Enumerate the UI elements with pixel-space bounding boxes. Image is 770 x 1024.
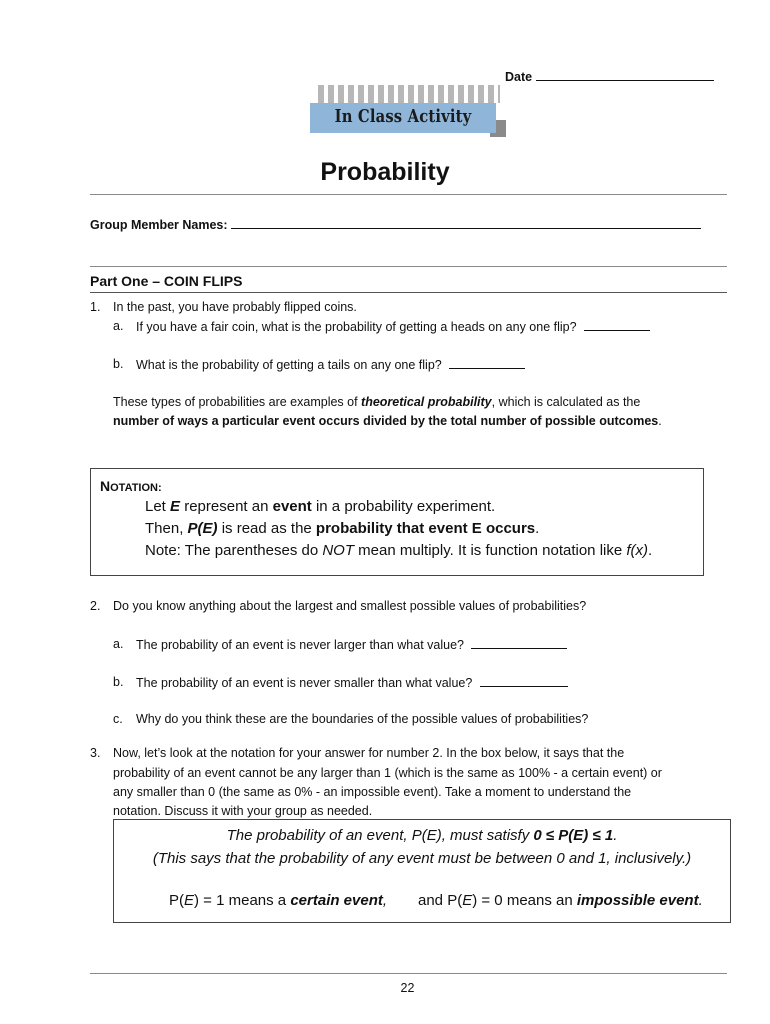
q1b-letter: b. <box>113 357 124 371</box>
section-divider-top <box>90 266 727 267</box>
rule-line-3b <box>418 890 703 911</box>
r-text: and P( <box>418 892 463 909</box>
q3-line-3: any smaller than 0 (the same as 0% - an impossible event). Take a moment to understand the <box>113 785 632 799</box>
q1b-answer-blank[interactable] <box>449 356 525 369</box>
title-divider <box>90 194 727 195</box>
definition-text: number of ways a particular event occurs divided by the total number of possible outcomes <box>113 414 659 428</box>
n-text: is read as the <box>217 520 316 537</box>
footer-divider <box>90 973 727 974</box>
r-text: ) = 0 means an <box>472 892 577 909</box>
q2c-text: Why do you think these are the boundaries of the possible values of probabilities? <box>136 712 589 726</box>
r-text: , <box>382 892 388 909</box>
n-text: Note: The parentheses do <box>145 542 323 559</box>
n-text: represent an <box>180 498 273 515</box>
notation-line-1 <box>145 496 495 517</box>
impossible-event-term: impossible event <box>576 892 699 909</box>
para-text: These types of probabilities are examples of <box>113 395 362 409</box>
n-not: NOT <box>322 542 355 559</box>
notation-label-rest: OTATION: <box>110 482 162 494</box>
group-member-blank[interactable] <box>231 216 701 229</box>
q1-number: 1. <box>90 300 101 314</box>
q2b-letter: b. <box>113 675 124 689</box>
r-inequality: 0 ≤ P(E) ≤ 1 <box>533 827 614 844</box>
n-text: Then, <box>145 520 188 537</box>
n-fx: f(x) <box>626 542 649 559</box>
rule-line-2: (This says that the probability of any event must be between 0 and 1, inclusively.) <box>152 850 692 867</box>
r-text: P( <box>169 892 184 909</box>
date-label: Date <box>505 70 533 84</box>
page-title: Probability <box>320 158 450 186</box>
group-member-field <box>90 216 701 233</box>
theoretical-paragraph-line-1 <box>113 394 640 410</box>
in-class-activity-banner <box>310 85 508 140</box>
q2b-answer-blank[interactable] <box>480 674 568 687</box>
q2a-item <box>136 636 567 653</box>
q2b-text: The probability of an event is never smaller than what value? <box>136 676 473 690</box>
r-text: ) = 1 means a <box>194 892 291 909</box>
part-one-heading: Part One – COIN FLIPS <box>90 273 243 289</box>
banner-plate <box>310 103 496 133</box>
theoretical-probability-term: theoretical probability <box>361 395 492 409</box>
rule-line-1 <box>114 825 730 846</box>
date-field <box>505 68 714 85</box>
q2a-text: The probability of an event is never larger than what value? <box>136 638 464 652</box>
q2-number: 2. <box>90 599 101 613</box>
group-member-label: Group Member Names: <box>90 218 228 232</box>
q1a-answer-blank[interactable] <box>584 318 650 331</box>
q2a-letter: a. <box>113 637 124 651</box>
para-end: . <box>658 414 662 428</box>
q1a-letter: a. <box>113 319 124 333</box>
page-number: 22 <box>400 981 415 995</box>
r-E: E <box>184 892 195 909</box>
q3-line-1: Now, let’s look at the notation for your answer for number 2. In the box below, it says that the <box>113 746 625 760</box>
banner-text: In Class Activity <box>334 106 472 127</box>
r-text: . <box>613 827 618 844</box>
n-text: in a probability experiment. <box>311 498 496 515</box>
q1b-item <box>136 356 525 373</box>
notation-label <box>100 478 162 496</box>
certain-event-term: certain event <box>290 892 383 909</box>
n-PE: P(E) <box>187 520 218 537</box>
q1a-item <box>136 318 650 335</box>
section-divider-bottom <box>90 292 727 293</box>
para-text: , which is calculated as the <box>491 395 641 409</box>
notation-line-3 <box>145 540 652 561</box>
banner-stripes <box>318 85 500 103</box>
q3-number: 3. <box>90 746 101 760</box>
notation-label-initial: N <box>100 478 111 494</box>
probability-rule-box <box>113 819 731 923</box>
n-bold: probability that event E occurs <box>315 520 536 537</box>
q2c-letter: c. <box>113 712 123 726</box>
q2-text: Do you know anything about the largest and smallest possible values of probabilities? <box>113 599 587 613</box>
q3-line-2: probability of an event cannot be any larger than 1 (which is the same as 100% - a certain event) or <box>113 766 662 780</box>
n-text: mean multiply. It is function notation like <box>354 542 627 559</box>
q2b-item <box>136 674 568 691</box>
n-E: E <box>170 498 181 515</box>
q1-text: In the past, you have probably flipped coins. <box>113 300 357 314</box>
r-text: . <box>698 892 703 909</box>
n-text: Let <box>145 498 171 515</box>
theoretical-paragraph-line-2 <box>113 413 662 429</box>
notation-box <box>90 468 704 576</box>
q1b-text: What is the probability of getting a tails on any one flip? <box>136 358 442 372</box>
n-event: event <box>272 498 312 515</box>
n-text: . <box>648 542 653 559</box>
r-text: The probability of an event, P(E), must satisfy <box>226 827 534 844</box>
q1a-text: If you have a fair coin, what is the probability of getting a heads on any one flip? <box>136 320 577 334</box>
date-blank[interactable] <box>536 68 714 81</box>
notation-line-2 <box>145 518 539 539</box>
rule-line-3a <box>169 890 387 911</box>
q3-line-4: notation. Discuss it with your group as needed. <box>113 804 373 818</box>
q2a-answer-blank[interactable] <box>471 636 567 649</box>
n-text: . <box>535 520 540 537</box>
r-E: E <box>462 892 473 909</box>
